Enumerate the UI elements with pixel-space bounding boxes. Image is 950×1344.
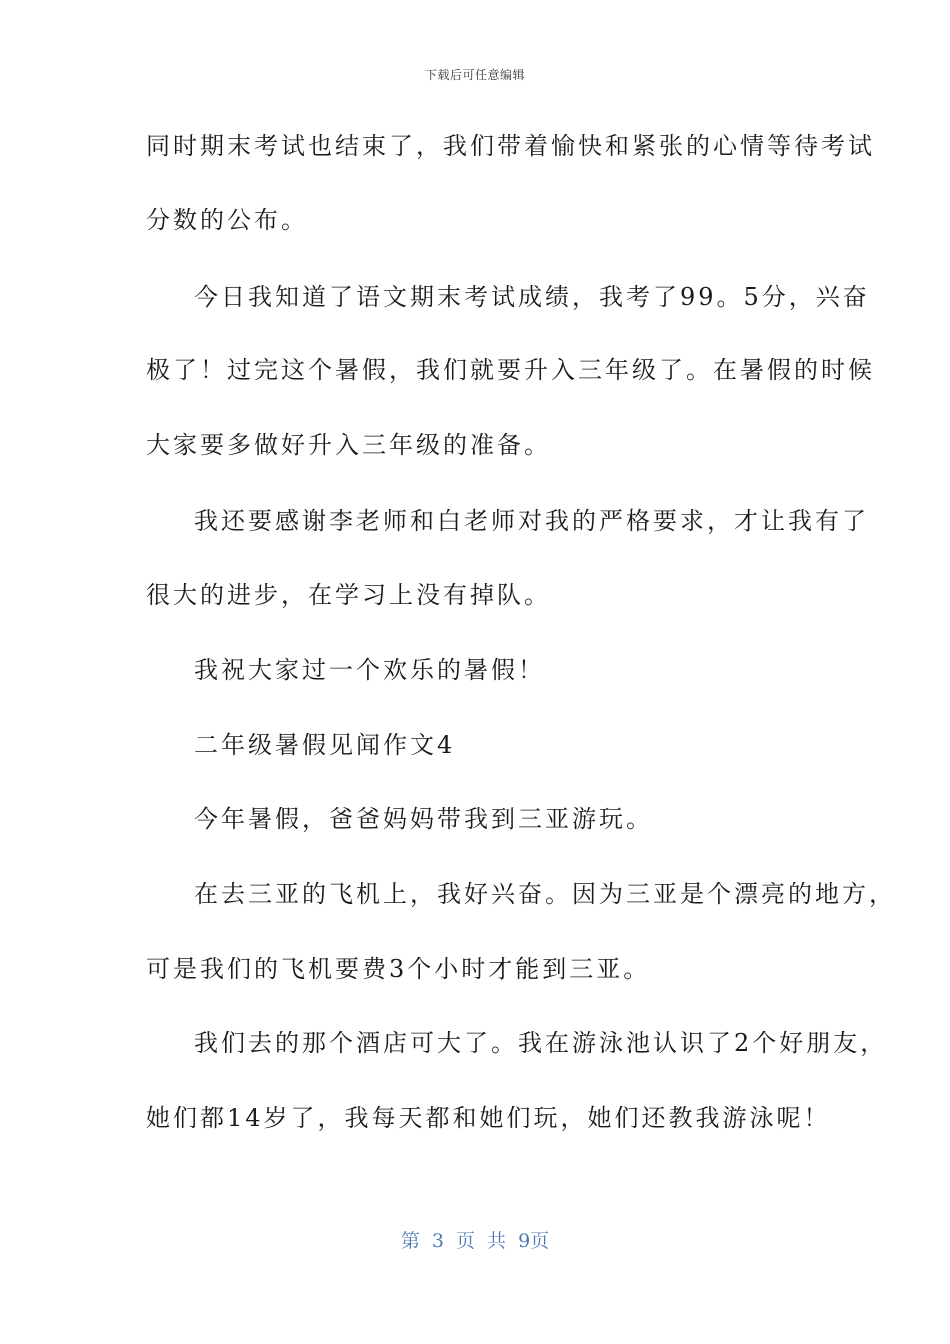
text-line: 可是我们的飞机要费3个小时才能到三亚。 [146, 955, 651, 983]
text-line: 今日我知道了语文期末考试成绩，我考了99。5分，兴奋 [194, 283, 870, 311]
text-line: 极了！过完这个暑假，我们就要升入三年级了。在暑假的时候 [146, 356, 875, 384]
text-line: 同时期末考试也结束了，我们带着愉快和紧张的心情等待考试 [146, 132, 875, 160]
text-line: 我祝大家过一个欢乐的暑假！ [194, 656, 545, 684]
text-line: 今年暑假，爸爸妈妈带我到三亚游玩。 [194, 805, 653, 833]
text-line: 我们去的那个酒店可大了。我在游泳池认识了2个好朋友， [194, 1029, 888, 1057]
page-number: 第 3 页 共 9页 [400, 1230, 550, 1252]
text-line: 分数的公布。 [146, 206, 308, 234]
section-heading: 二年级暑假见闻作文4 [194, 731, 456, 759]
text-line: 大家要多做好升入三年级的准备。 [146, 431, 551, 459]
text-line: 我还要感谢李老师和白老师对我的严格要求，才让我有了 [194, 507, 869, 535]
text-line: 很大的进步，在学习上没有掉队。 [146, 581, 551, 609]
text-line: 在去三亚的飞机上，我好兴奋。因为三亚是个漂亮的地方， [194, 880, 896, 908]
text-line: 她们都14岁了，我每天都和她们玩，她们还教我游泳呢！ [146, 1104, 831, 1132]
page-header: 下载后可任意编辑 [424, 68, 525, 82]
